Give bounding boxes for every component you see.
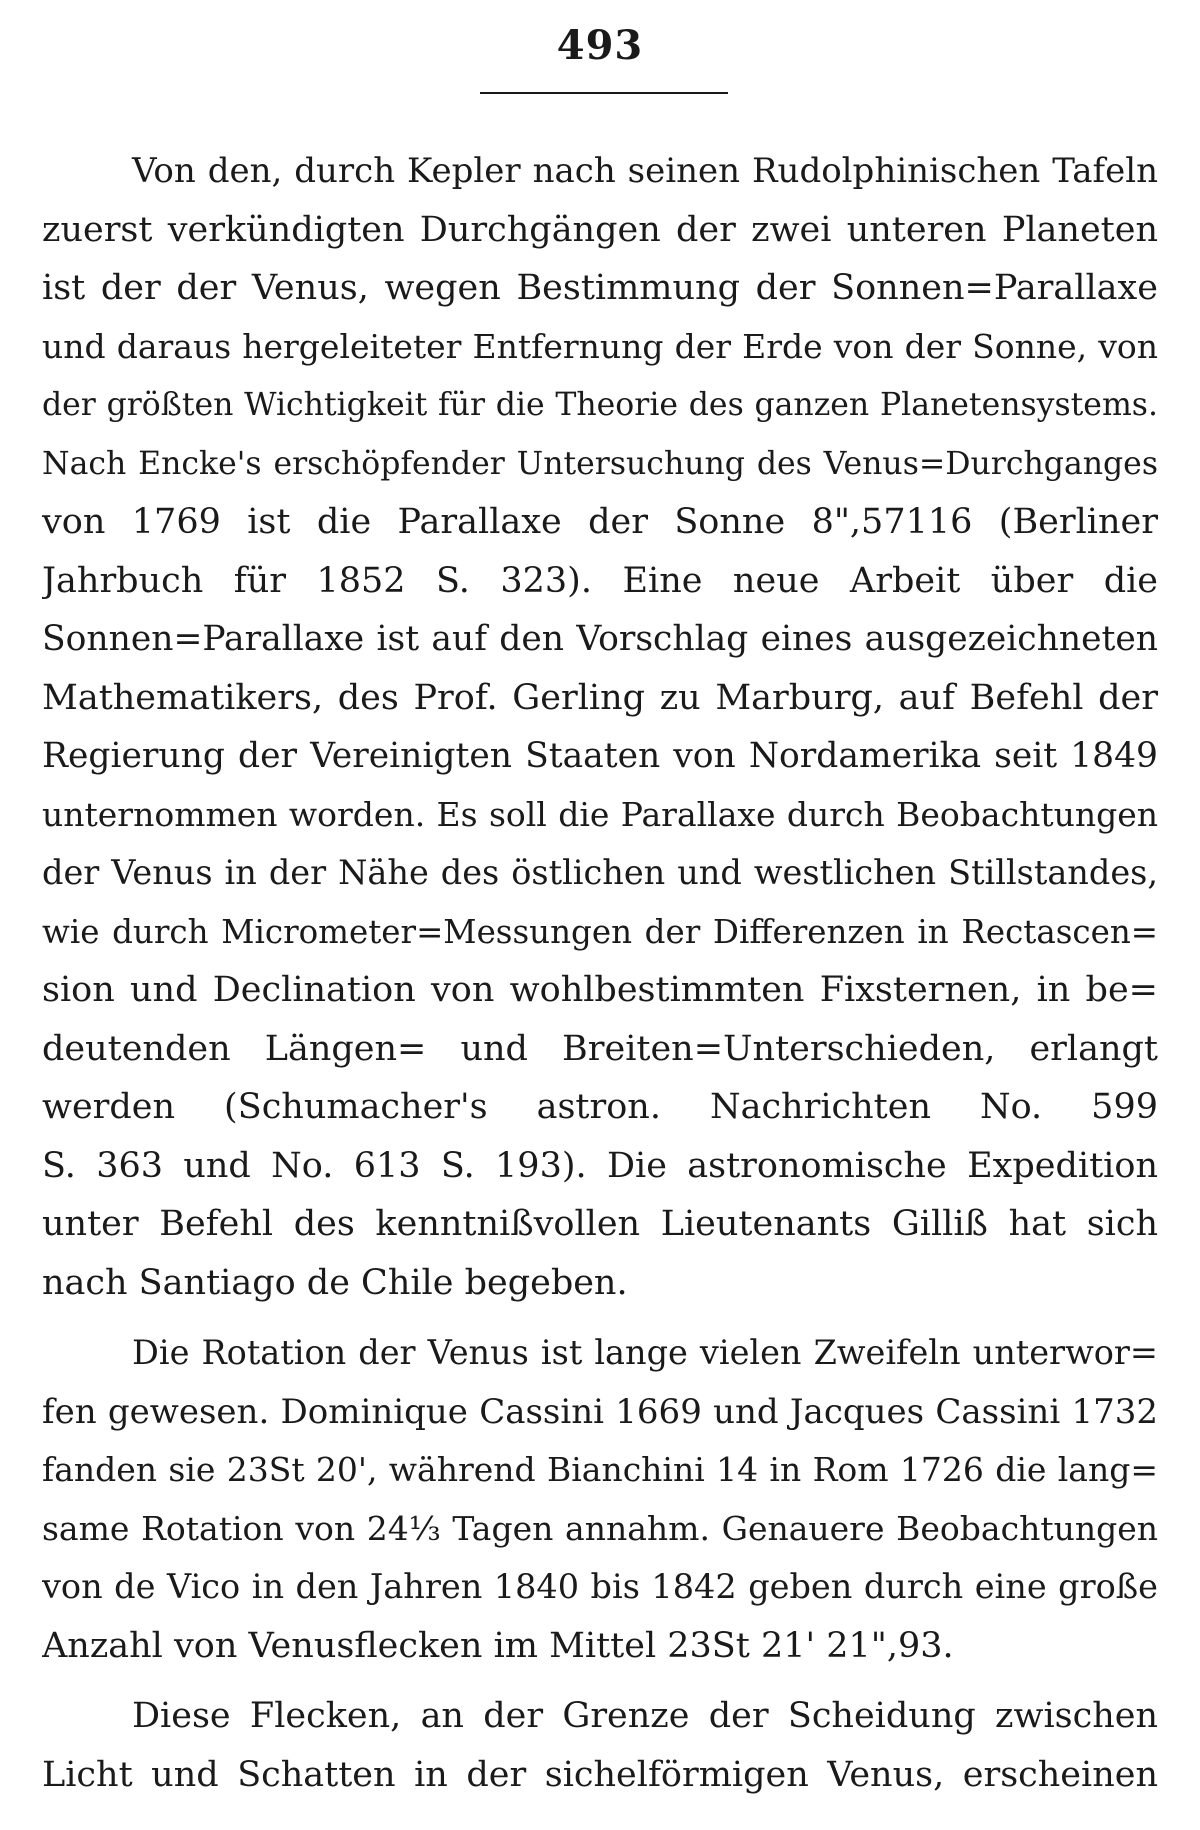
paragraph-gap [42, 1675, 1158, 1687]
text-line: S. 363 und No. 613 S. 193). Die astronomische Expedition [42, 1145, 1158, 1186]
body-text [42, 142, 1158, 1804]
text-line: fen gewesen. Dominique Cassini 1669 und Jacques Cassini 1732 [42, 1391, 1158, 1432]
text-line: Regierung der Vereinigten Staaten von Nordamerika seit 1849 [42, 736, 1158, 776]
page-number: 493 [556, 22, 644, 69]
text-line: unter Befehl des kenntnißvollen Lieutenants Gilliß hat sich [42, 1204, 1158, 1244]
paragraph-kepler-transits [42, 142, 1158, 1312]
text-line: Nach Encke's erschöpfender Untersuchung des Venus=Durchganges [42, 445, 1158, 482]
text-line: von 1769 ist die Parallaxe der Sonne 8",57116 (Berliner [42, 502, 1158, 542]
text-line: Von den, durch Kepler nach seinen Rudolphinischen Tafeln [132, 151, 1158, 191]
text-line: Anzahl von Venusflecken im Mittel 23St 21' 21",93. [42, 1625, 954, 1666]
text-line: Sonnen=Parallaxe ist auf den Vorschlag eines ausgezeichneten [42, 619, 1158, 659]
paragraph-venus-spots [42, 1687, 1158, 1804]
text-line: der Venus in der Nähe des östlichen und westlichen Stillstandes, [42, 853, 1158, 892]
text-line: von de Vico in den Jahren 1840 bis 1842 geben durch eine große [42, 1567, 1158, 1606]
text-line: Die Rotation der Venus ist lange vielen Zweifeln unterwor= [132, 1333, 1158, 1372]
text-line: der größten Wichtigkeit für die Theorie des ganzen Planetensystems. [42, 387, 1158, 423]
text-line: nach Santiago de Chile begeben. [42, 1262, 628, 1303]
text-line: Diese Flecken, an der Grenze der Scheidung zwischen [132, 1696, 1158, 1736]
text-line: wie durch Micrometer=Messungen der Differenzen in Rectascen= [42, 912, 1158, 951]
header-rule [480, 92, 728, 94]
text-line: fanden sie 23St 20', während Bianchini 14 in Rom 1726 die lang= [42, 1450, 1158, 1489]
text-line: unternommen worden. Es soll die Parallaxe durch Beobachtungen [42, 794, 1158, 834]
text-line: und daraus hergeleiteter Entfernung der Erde von der Sonne, von [42, 326, 1158, 366]
text-line: same Rotation von 24⅓ Tagen annahm. Genauere Beobachtungen [42, 1508, 1158, 1548]
text-line: Jahrbuch für 1852 S. 323). Eine neue Arbeit über die [42, 560, 1158, 601]
text-line: werden (Schumacher's astron. Nachrichten No. 599 [42, 1087, 1158, 1127]
text-line: ist der der Venus, wegen Bestimmung der Sonnen=Parallaxe [42, 268, 1158, 308]
paragraph-gap [42, 1312, 1158, 1324]
text-line: Mathematikers, des Prof. Gerling zu Marburg, auf Befehl der [42, 677, 1158, 718]
text-line: Licht und Schatten in der sichelförmigen Venus, erscheinen [42, 1754, 1158, 1795]
text-line: sion und Declination von wohlbestimmten Fixsternen, in be= [42, 970, 1158, 1010]
text-line: zuerst verkündigten Durchgängen der zwei unteren Planeten [42, 209, 1158, 250]
text-line: deutenden Längen= und Breiten=Unterschieden, erlangt [42, 1028, 1158, 1069]
paragraph-venus-rotation [42, 1324, 1158, 1675]
